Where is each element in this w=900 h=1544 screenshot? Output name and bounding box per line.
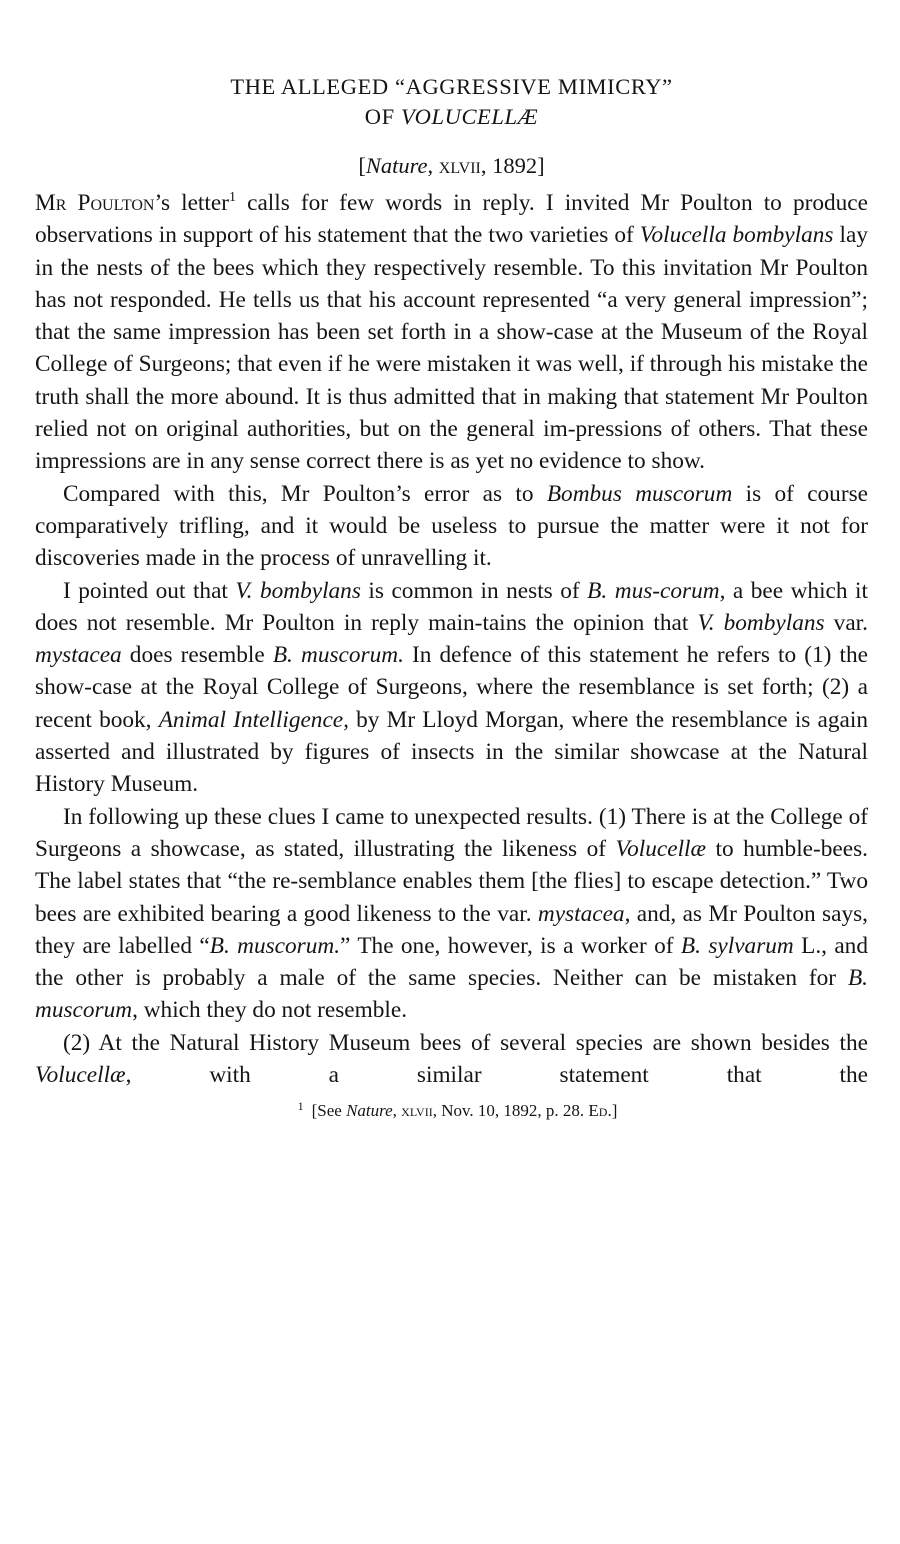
- p4-italic-4: B. sylvarum: [680, 932, 794, 959]
- footnote: [35, 1099, 868, 1123]
- title-italic: VOLUCELLÆ: [400, 104, 539, 129]
- footnote-volume: xlvii: [401, 1101, 433, 1121]
- p3-italic-2: B. mus-corum,: [587, 577, 726, 604]
- p1-italic-1: Volucella bombylans: [639, 222, 834, 249]
- p3-italic-3: V. bombylans: [697, 609, 825, 636]
- p3-text-7: by Mr Lloyd Morgan, where the resemblance is again asserted and illustrated by figures of insects in the similar showcase at the Natural History Museum.: [35, 706, 869, 798]
- p3-text-2: is common in nests of: [360, 577, 588, 604]
- p5-text-1: (2) At the Natural History Museum bees of several species are shown besides the: [63, 1029, 868, 1056]
- p4-text-5: L., and the other is probably a male of the same species. Neither can be mistaken for: [35, 932, 868, 992]
- p4-text-1: In following up these clues I came to unexpected results. (1) There is at the College of Surgeons a showcase, as stated, illustrating the likeness of: [35, 803, 868, 862]
- title-prefix: OF: [364, 104, 401, 129]
- source-citation: [35, 151, 868, 181]
- source-sep: ,: [427, 153, 439, 178]
- footnote-number: 1: [297, 1099, 304, 1114]
- p3-text-5: does resemble: [121, 642, 273, 669]
- p3-italic-4: mystacea: [35, 642, 122, 669]
- footnote-marker: 1: [228, 190, 236, 205]
- paragraph-4: [35, 801, 868, 1027]
- p5-italic-1: Volucellæ: [35, 1062, 126, 1089]
- p1-text-1: ’s letter: [154, 190, 229, 216]
- p2-text-1: Compared with this, Mr Poulton’s error as to: [63, 480, 547, 507]
- p1-text-3: lay in the nests of the bees which they respectively resemble. To this invitation Mr Poulton has not responded. He tells us that his account represented “a very general impression”; that the same impression has been set forth in a show-case at the Museum of the Royal College of Surgeons; that even if he were mistaken it was well, if through his mistake the truth shall the more abound. It is thus admitted that in making that statement Mr Poulton relied not on original authorities, but on the general im-pressions of others. That these impressions are in any sense correct there is as yet no evidence to show.: [35, 222, 868, 475]
- p1-text-2: calls for few words in reply. I invited Mr Poulton to produce observations in support of his statement that the two varieties of: [35, 190, 868, 249]
- p4-text-2: to humble-bees. The label states that “the re-semblance enables them [the flies] to escape detection.” Two bees are exhibited bearing a good likeness to the var.: [35, 835, 868, 927]
- p3-text-3: a bee which it does not resemble. Mr Poulton in reply main-tains the opinion that: [35, 577, 868, 636]
- source-open: [: [358, 153, 366, 178]
- footnote-close: ]: [611, 1101, 618, 1121]
- p4-text-4: ” The one, however, is a worker of: [340, 932, 681, 959]
- p4-italic-1: Volucellæ: [615, 835, 707, 862]
- p3-text-4: var.: [824, 609, 868, 636]
- paragraph-2: [35, 478, 868, 575]
- p4-italic-5: B. muscorum: [35, 965, 868, 1024]
- paragraph-1: [35, 187, 868, 478]
- footnote-text-2: , Nov. 10, 1892, p. 28.: [432, 1101, 589, 1121]
- footnote-journal: Nature: [346, 1101, 393, 1121]
- title-line-1: THE ALLEGED “AGGRESSIVE MIMICRY”: [230, 74, 673, 99]
- p4-italic-2: mystacea: [537, 900, 625, 927]
- source-year: , 1892]: [480, 153, 545, 178]
- p2-text-2: is of course comparatively trifling, and it would be useless to pursue the matter were it not for discoveries made in the process of unravelling it.: [35, 480, 868, 572]
- p3-italic-1: V. bombylans: [235, 577, 361, 604]
- p3-italic-6: Animal Intelligence,: [158, 706, 349, 733]
- p3-text-1: I pointed out that: [63, 577, 236, 604]
- author-smallcaps: Mr Poulton: [35, 190, 155, 216]
- p4-text-3: , and, as Mr Poulton says, they are labelled “: [35, 900, 869, 959]
- p2-italic-1: Bombus muscorum: [546, 480, 733, 507]
- article-body: [35, 187, 868, 1091]
- article-title: [35, 72, 868, 132]
- p5-text-2: , with a similar statement that the: [125, 1062, 868, 1089]
- footnote-editor: Ed.: [588, 1101, 612, 1121]
- paragraph-3: [35, 575, 868, 801]
- footnote-text-1: [See: [311, 1101, 347, 1121]
- title-line-2: [35, 102, 868, 132]
- source-volume: xlvii: [438, 153, 481, 178]
- p3-text-6: In defence of this statement he refers to (1) the show-case at the Royal College of Surgeons, where the resemblance is set forth; (2) a recent book,: [35, 642, 868, 733]
- p4-italic-3: B. muscorum.: [209, 932, 341, 959]
- p4-text-6: , which they do not resemble.: [132, 997, 408, 1024]
- footnote-sep: ,: [392, 1101, 402, 1121]
- p3-italic-5: B. muscorum.: [272, 642, 404, 669]
- source-journal: Nature: [365, 153, 428, 178]
- paragraph-5: [35, 1027, 868, 1092]
